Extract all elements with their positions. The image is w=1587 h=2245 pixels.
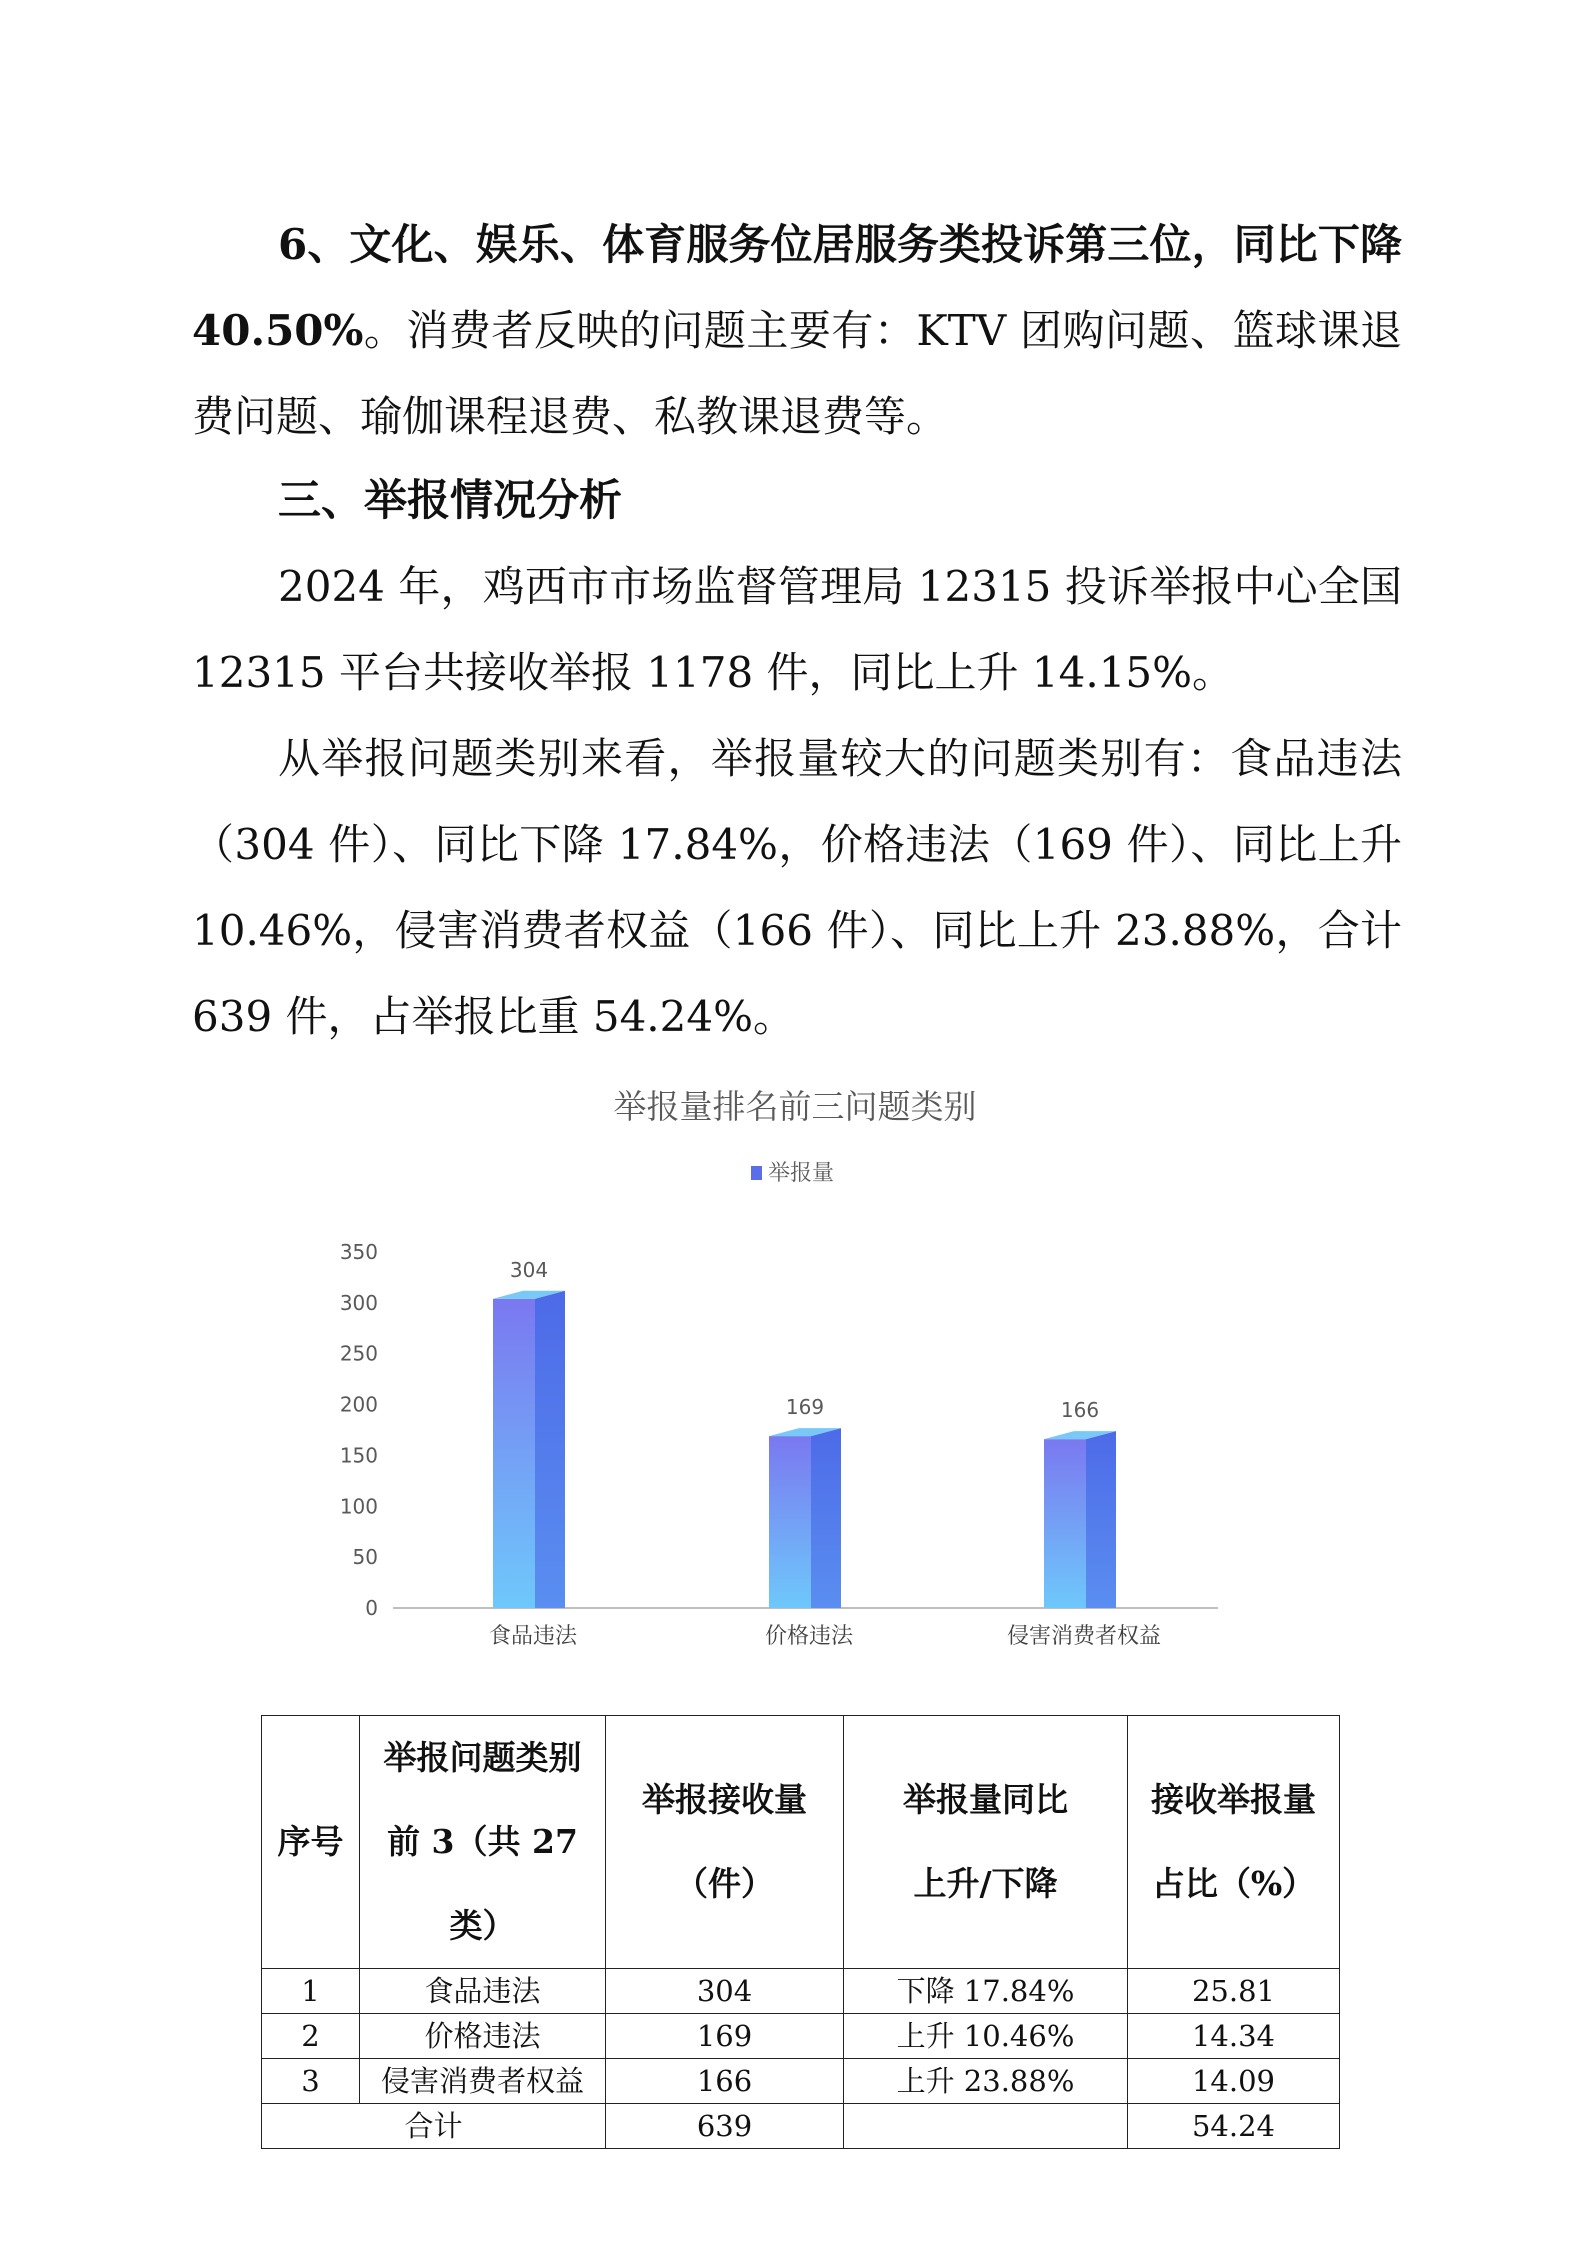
x-category-label: 食品违法 (488, 1624, 578, 1649)
legend-swatch (751, 1166, 762, 1180)
cell-change: 上升 10.46% (844, 2014, 1128, 2059)
header-share: 接收举报量 占比（%） (1128, 1716, 1340, 1969)
y-tick-label: 150 (339, 1443, 378, 1468)
bar-2 (765, 1395, 854, 1649)
y-tick-label: 200 (339, 1392, 378, 1417)
table-row (262, 2059, 1340, 2104)
cell-count: 304 (606, 1969, 844, 2014)
y-axis (340, 1240, 378, 1620)
total-share: 54.24 (1128, 2104, 1340, 2149)
bar-side (1086, 1431, 1116, 1608)
bar-side (535, 1291, 565, 1608)
y-tick-label: 50 (352, 1545, 378, 1570)
bar-value-label: 169 (785, 1395, 825, 1420)
section6-lead: 6、文化、娱乐、体育服务位居服务类投诉第三位，同比下降 (278, 220, 1402, 269)
bar-value-label: 166 (1060, 1398, 1100, 1423)
table-header-row (262, 1716, 1340, 1969)
y-tick-label: 250 (339, 1341, 378, 1366)
cell-count: 166 (606, 2059, 844, 2104)
bar-1 (489, 1258, 578, 1649)
bar-3 (1007, 1398, 1161, 1649)
total-label: 合计 (262, 2104, 606, 2149)
legend-label: 举报量 (768, 1161, 835, 1186)
table-row (262, 2014, 1340, 2059)
cell-share: 25.81 (1128, 1969, 1340, 2014)
bar-front (493, 1299, 535, 1608)
y-tick-label: 0 (365, 1596, 378, 1620)
y-tick-label: 300 (339, 1290, 378, 1315)
chart-title: 举报量排名前三问题类别 (613, 1087, 977, 1126)
cell-change: 下降 17.84% (844, 1969, 1128, 2014)
bar-front (1044, 1439, 1086, 1608)
total-change (844, 2104, 1128, 2149)
total-count: 639 (606, 2104, 844, 2149)
x-category-label: 侵害消费者权益 (1006, 1624, 1162, 1649)
cell-share: 14.34 (1128, 2014, 1340, 2059)
section6-rate: 40.50% (192, 306, 364, 355)
y-tick-label: 100 (339, 1494, 378, 1519)
cell-index: 1 (262, 1969, 360, 2014)
y-tick-label: 350 (339, 1240, 378, 1264)
section3-heading: 三、举报情况分析 (278, 476, 622, 526)
cell-index: 2 (262, 2014, 360, 2059)
header-count: 举报接收量 （件） (606, 1716, 844, 1969)
table-row (262, 1969, 1340, 2014)
header-category: 举报问题类别 前 3（共 27 类） (360, 1716, 606, 1969)
report-summary-paragraph: 2024 年，鸡西市市场监督管理局 12315 投诉举报中心全国 12315 平台共接收举报 1178 件，同比上升 14.15%。 (192, 562, 1402, 697)
cell-share: 14.09 (1128, 2059, 1340, 2104)
cell-count: 169 (606, 2014, 844, 2059)
section6-rest: 。消费者反映的问题主要有：KTV 团购问题、篮球课退费问题、瑜伽课程退费、私教课退费等。 (192, 306, 1402, 441)
x-category-label: 价格违法 (764, 1624, 854, 1649)
header-change: 举报量同比 上升/下降 (844, 1716, 1128, 1969)
bars (489, 1258, 1161, 1649)
table-total-row (262, 2104, 1340, 2149)
bar-side (811, 1428, 841, 1608)
bar-front (769, 1436, 811, 1608)
cell-index: 3 (262, 2059, 360, 2104)
cell-category: 侵害消费者权益 (360, 2059, 606, 2104)
cell-category: 食品违法 (360, 1969, 606, 2014)
bar-value-label: 304 (509, 1257, 549, 1282)
header-index: 序号 (262, 1716, 360, 1969)
report-category-paragraph: 从举报问题类别来看，举报量较大的问题类别有：食品违法（304 件）、同比下降 17.84%，价格违法（169 件）、同比上升 10.46%，侵害消费者权益（166 件）、同比上升 23.88%，合计 639 件，占举报比重 54.24%。 (192, 734, 1402, 1041)
cell-category: 价格违法 (360, 2014, 606, 2059)
cell-change: 上升 23.88% (844, 2059, 1128, 2104)
report-table (261, 1715, 1340, 2149)
